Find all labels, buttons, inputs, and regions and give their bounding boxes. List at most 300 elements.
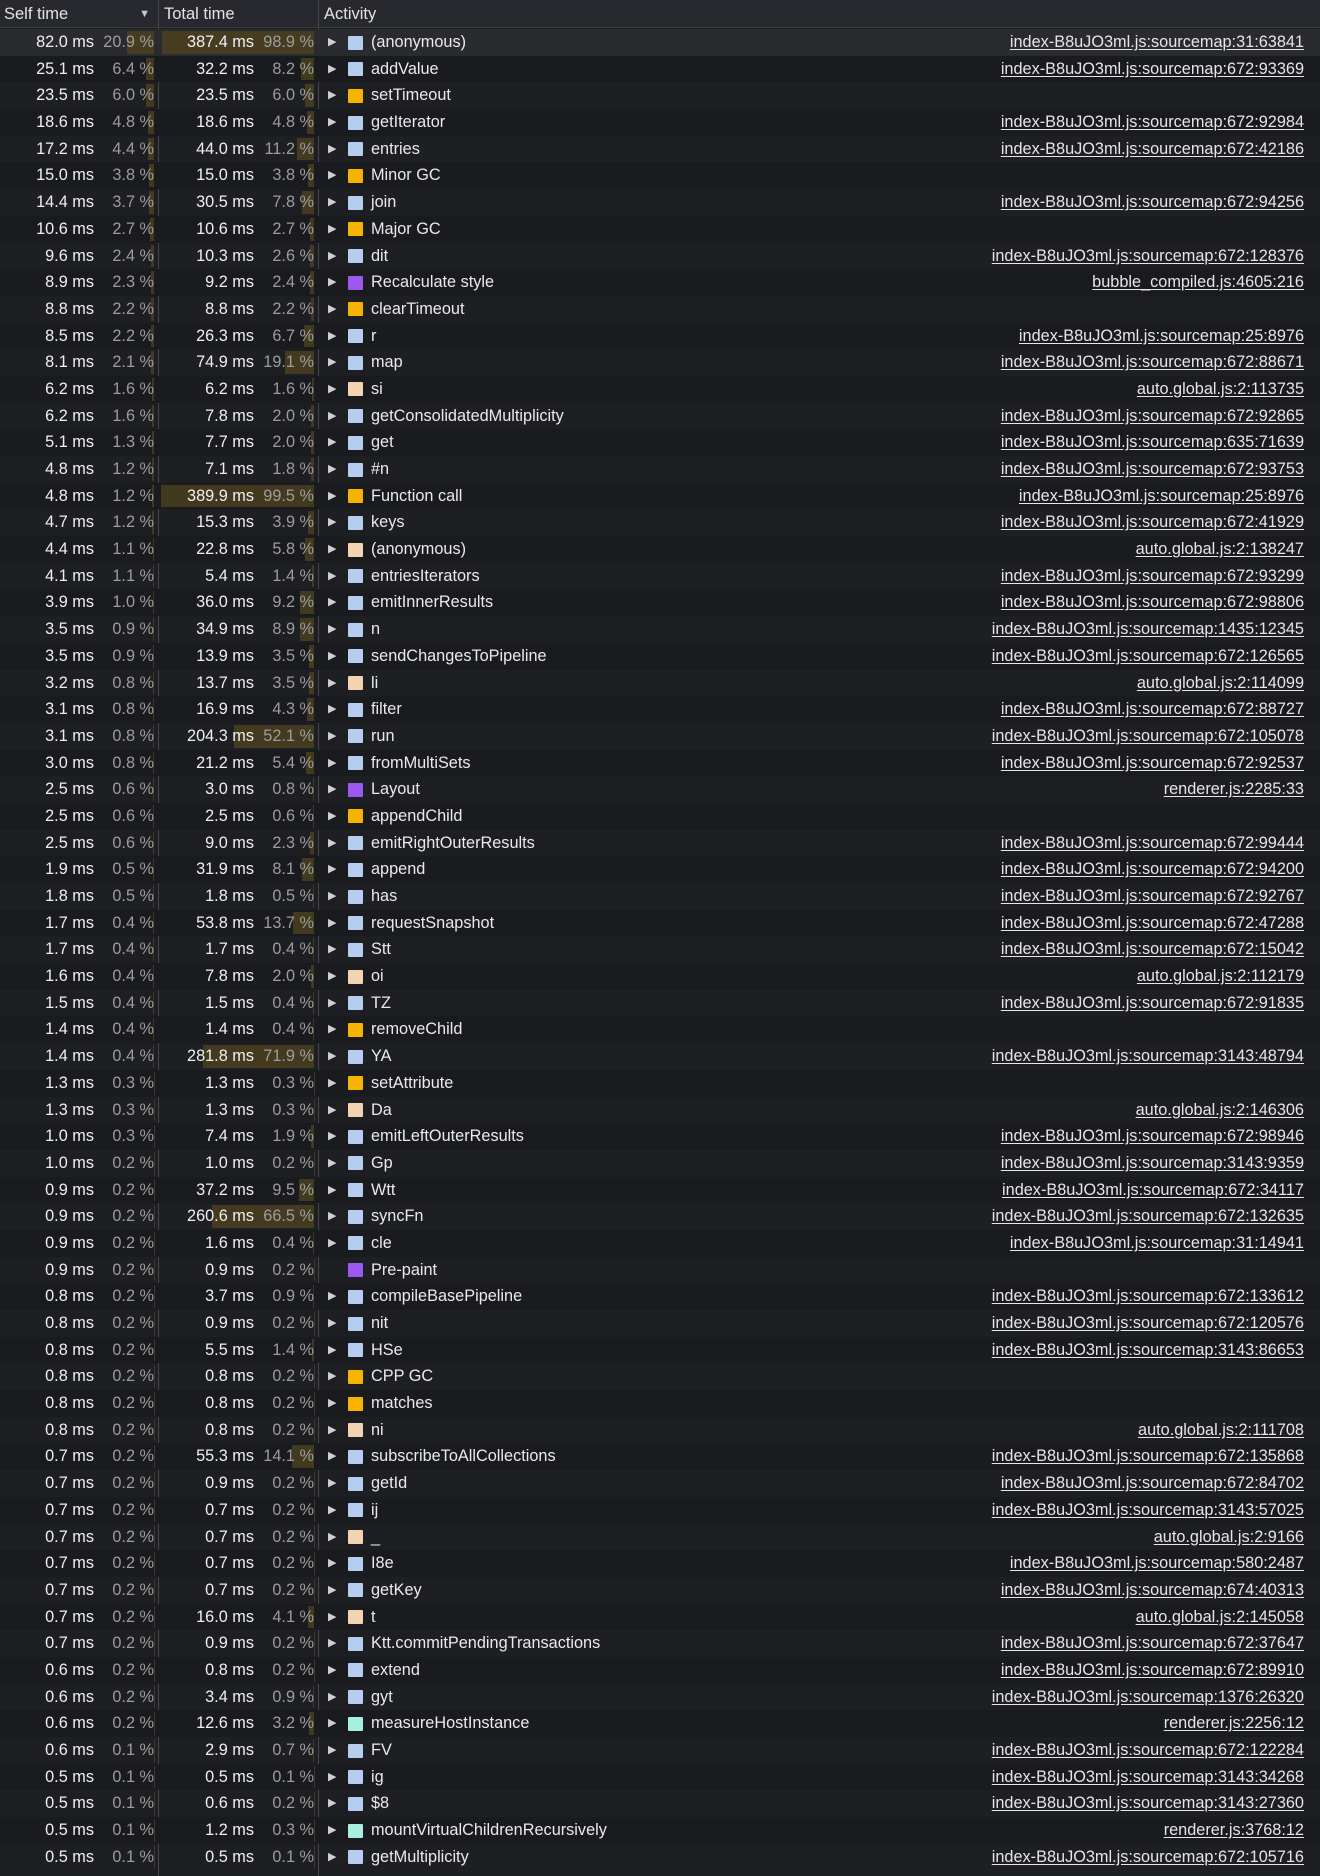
activity-name: li	[371, 673, 379, 692]
expand-triangle-icon[interactable]: ▶	[328, 543, 337, 556]
table-row[interactable]	[0, 856, 1320, 883]
expand-triangle-icon[interactable]: ▶	[328, 569, 337, 582]
table-row[interactable]	[0, 696, 1320, 723]
total-time-value: 1.7 ms	[205, 940, 254, 959]
self-time-value: 3.9 ms	[45, 593, 94, 612]
total-time-percent: 6.0 %	[272, 86, 314, 105]
source-link[interactable]: index-B8uJO3ml.js:sourcemap:672:37647	[1000, 1634, 1304, 1653]
expand-triangle-icon[interactable]: ▶	[328, 1210, 337, 1223]
category-swatch-icon	[348, 1450, 363, 1464]
table-row[interactable]	[0, 910, 1320, 937]
self-time-value: 1.0 ms	[45, 1153, 94, 1172]
category-swatch-icon	[348, 1156, 363, 1170]
table-row[interactable]	[0, 1710, 1320, 1737]
table-row[interactable]	[0, 483, 1320, 510]
self-time-value: 0.6 ms	[45, 1687, 94, 1706]
self-time-value: 1.5 ms	[45, 993, 94, 1012]
activity-name: Minor GC	[371, 166, 441, 185]
table-row[interactable]	[0, 82, 1320, 109]
total-time-value: 9.0 ms	[205, 833, 254, 852]
source-link[interactable]: index-B8uJO3ml.js:sourcemap:672:120576	[991, 1314, 1304, 1332]
source-link[interactable]: index-B8uJO3ml.js:sourcemap:672:41929	[1000, 513, 1304, 532]
self-time-percent: 0.4 %	[112, 940, 154, 959]
expand-triangle-icon[interactable]: ▶	[328, 1183, 337, 1196]
total-time-value: 1.5 ms	[205, 993, 254, 1012]
total-time-percent: 5.4 %	[272, 753, 314, 772]
expand-triangle-icon[interactable]: ▶	[328, 1370, 337, 1383]
expand-triangle-icon[interactable]: ▶	[328, 729, 337, 742]
source-link[interactable]: index-B8uJO3ml.js:sourcemap:672:93299	[1000, 566, 1304, 585]
activity-name: #n	[371, 460, 390, 478]
source-link[interactable]: index-B8uJO3ml.js:sourcemap:672:99444	[1000, 833, 1304, 852]
expand-triangle-icon[interactable]: ▶	[328, 36, 337, 48]
source-link[interactable]: auto.global.js:2:114099	[1136, 673, 1304, 692]
total-time-value: 0.9 ms	[205, 1314, 254, 1332]
expand-triangle-icon[interactable]: ▶	[328, 1530, 337, 1543]
self-time-value: 2.5 ms	[45, 780, 94, 799]
table-row[interactable]	[0, 323, 1320, 350]
self-time-value: 4.8 ms	[45, 486, 94, 505]
self-time-value: 1.8 ms	[45, 887, 94, 905]
category-swatch-icon	[348, 970, 363, 984]
table-row[interactable]	[0, 1470, 1320, 1497]
expand-triangle-icon[interactable]: ▶	[328, 89, 337, 102]
total-time-percent: 0.4 %	[272, 993, 314, 1012]
expand-triangle-icon[interactable]: ▶	[328, 676, 337, 689]
expand-triangle-icon[interactable]: ▶	[328, 169, 337, 182]
expand-triangle-icon[interactable]: ▶	[328, 783, 337, 796]
expand-triangle-icon[interactable]: ▶	[328, 1663, 337, 1676]
source-link[interactable]: index-B8uJO3ml.js:sourcemap:672:88727	[1000, 700, 1304, 719]
expand-triangle-icon[interactable]: ▶	[328, 382, 337, 395]
expand-triangle-icon[interactable]: ▶	[328, 329, 337, 342]
table-row[interactable]	[0, 296, 1320, 323]
total-time-value: 0.6 ms	[205, 1794, 254, 1813]
self-time-value: 1.3 ms	[45, 1100, 94, 1119]
expand-triangle-icon[interactable]: ▶	[328, 996, 337, 1009]
table-row[interactable]	[0, 936, 1320, 963]
total-time-percent: 2.3 %	[272, 833, 314, 852]
expand-triangle-icon[interactable]: ▶	[328, 1450, 337, 1463]
expand-triangle-icon[interactable]: ▶	[328, 916, 337, 929]
expand-triangle-icon[interactable]: ▶	[328, 1050, 337, 1063]
table-row[interactable]	[0, 670, 1320, 697]
table-row[interactable]	[0, 1550, 1320, 1577]
table-row[interactable]	[0, 1043, 1320, 1070]
source-link[interactable]: index-B8uJO3ml.js:sourcemap:672:98806	[1000, 593, 1304, 612]
total-time-percent: 4.8 %	[272, 113, 314, 132]
expand-triangle-icon[interactable]: ▶	[328, 1397, 337, 1410]
activity-name: ig	[371, 1767, 384, 1786]
table-row[interactable]	[0, 403, 1320, 430]
source-link[interactable]: renderer.js:2285:33	[1163, 780, 1304, 799]
category-swatch-icon	[348, 836, 363, 850]
source-link[interactable]: index-B8uJO3ml.js:sourcemap:31:63841	[1009, 33, 1304, 51]
total-time-percent: 3.8 %	[272, 166, 314, 185]
self-time-value: 15.0 ms	[36, 166, 94, 185]
activity-name: Major GC	[371, 219, 441, 238]
source-link[interactable]: index-B8uJO3ml.js:sourcemap:3143:57025	[991, 1500, 1304, 1519]
source-link[interactable]: index-B8uJO3ml.js:sourcemap:672:42186	[1000, 139, 1304, 158]
category-swatch-icon	[348, 1744, 363, 1758]
expand-triangle-icon[interactable]: ▶	[328, 222, 337, 235]
activity-name: oi	[371, 967, 384, 986]
source-link[interactable]: index-B8uJO3ml.js:sourcemap:672:84702	[1000, 1474, 1304, 1493]
expand-triangle-icon[interactable]: ▶	[328, 1637, 337, 1650]
total-time-percent: 0.4 %	[272, 1020, 314, 1039]
activity-name: Layout	[371, 780, 420, 799]
source-link[interactable]: index-B8uJO3ml.js:sourcemap:31:14941	[1009, 1233, 1304, 1252]
self-time-percent: 0.2 %	[112, 1394, 154, 1413]
self-time-value: 4.7 ms	[45, 513, 94, 532]
source-link[interactable]: renderer.js:2256:12	[1163, 1714, 1304, 1733]
source-link[interactable]: index-B8uJO3ml.js:sourcemap:672:93753	[1000, 460, 1304, 478]
expand-triangle-icon[interactable]: ▶	[328, 623, 337, 636]
source-link[interactable]: index-B8uJO3ml.js:sourcemap:672:89910	[1000, 1660, 1304, 1679]
source-link[interactable]: index-B8uJO3ml.js:sourcemap:672:94256	[1000, 193, 1304, 212]
table-row[interactable]	[0, 1737, 1320, 1764]
source-link[interactable]: bubble_compiled.js:4605:216	[1092, 273, 1304, 292]
table-row[interactable]	[0, 776, 1320, 803]
source-link[interactable]: index-B8uJO3ml.js:sourcemap:672:126565	[991, 646, 1304, 665]
total-time-percent: 0.3 %	[272, 1100, 314, 1119]
expand-triangle-icon[interactable]: ▶	[328, 249, 337, 262]
source-link[interactable]: index-B8uJO3ml.js:sourcemap:672:105716	[991, 1847, 1304, 1866]
table-row[interactable]	[0, 1016, 1320, 1043]
expand-triangle-icon[interactable]: ▶	[328, 970, 337, 983]
table-row[interactable]	[0, 1524, 1320, 1551]
table-row[interactable]	[0, 536, 1320, 563]
table-row[interactable]	[0, 1230, 1320, 1257]
expand-triangle-icon[interactable]: ▶	[328, 196, 337, 209]
expand-triangle-icon[interactable]: ▶	[328, 516, 337, 529]
expand-triangle-icon[interactable]: ▶	[328, 436, 337, 449]
table-row[interactable]	[0, 1177, 1320, 1204]
table-row[interactable]	[0, 803, 1320, 830]
self-time-percent: 0.8 %	[112, 700, 154, 719]
table-row[interactable]	[0, 1123, 1320, 1150]
source-link[interactable]: auto.global.js:2:145058	[1135, 1607, 1304, 1626]
source-link[interactable]: index-B8uJO3ml.js:sourcemap:672:94200	[1000, 860, 1304, 879]
table-row[interactable]	[0, 1764, 1320, 1791]
source-link[interactable]: index-B8uJO3ml.js:sourcemap:672:132635	[991, 1207, 1304, 1226]
activity-name: filter	[371, 700, 402, 719]
activity-name: dit	[371, 246, 389, 265]
source-link[interactable]: index-B8uJO3ml.js:sourcemap:3143:34268	[991, 1767, 1304, 1786]
activity-name: n	[371, 620, 381, 639]
table-row[interactable]	[0, 750, 1320, 777]
source-link[interactable]: index-B8uJO3ml.js:sourcemap:672:92984	[1000, 113, 1304, 132]
expand-triangle-icon[interactable]: ▶	[328, 596, 337, 609]
source-link[interactable]: index-B8uJO3ml.js:sourcemap:635:71639	[1000, 433, 1304, 452]
self-time-percent: 1.3 %	[112, 433, 154, 452]
total-time-value: 32.2 ms	[196, 59, 254, 78]
total-time-column-header[interactable]	[160, 0, 318, 28]
expand-triangle-icon[interactable]: ▶	[328, 1770, 337, 1783]
total-time-percent: 0.2 %	[272, 1580, 314, 1599]
total-time-percent: 8.9 %	[272, 620, 314, 639]
source-link[interactable]: index-B8uJO3ml.js:sourcemap:25:8976	[1018, 326, 1304, 345]
expand-triangle-icon[interactable]: ▶	[328, 356, 337, 369]
table-row[interactable]	[0, 723, 1320, 750]
self-time-percent: 1.0 %	[112, 593, 154, 612]
category-swatch-icon	[348, 943, 363, 957]
table-row[interactable]	[0, 616, 1320, 643]
table-row[interactable]	[0, 1684, 1320, 1711]
table-row[interactable]	[0, 963, 1320, 990]
expand-triangle-icon[interactable]: ▶	[328, 409, 337, 422]
activity-name: get	[371, 433, 394, 452]
total-time-value: 0.9 ms	[205, 1634, 254, 1653]
expand-triangle-icon[interactable]: ▶	[328, 1690, 337, 1703]
table-row[interactable]	[0, 1257, 1320, 1284]
total-time-percent: 0.2 %	[272, 1794, 314, 1813]
source-link[interactable]: index-B8uJO3ml.js:sourcemap:672:47288	[1000, 913, 1304, 932]
source-link[interactable]: index-B8uJO3ml.js:sourcemap:672:92537	[1000, 753, 1304, 772]
self-time-percent: 0.4 %	[112, 913, 154, 932]
self-time-value: 4.4 ms	[45, 540, 94, 559]
table-row[interactable]	[0, 136, 1320, 163]
source-link[interactable]: index-B8uJO3ml.js:sourcemap:25:8976	[1018, 486, 1304, 505]
total-time-percent: 2.4 %	[272, 273, 314, 292]
table-row[interactable]	[0, 1150, 1320, 1177]
total-time-percent: 0.5 %	[272, 887, 314, 905]
self-time-percent: 0.3 %	[112, 1100, 154, 1119]
source-link[interactable]: index-B8uJO3ml.js:sourcemap:674:40313	[1000, 1580, 1304, 1599]
table-row[interactable]	[0, 589, 1320, 616]
activity-column-header[interactable]	[320, 0, 1320, 28]
table-row[interactable]	[0, 429, 1320, 456]
table-row[interactable]	[0, 1844, 1320, 1871]
expand-triangle-icon[interactable]: ▶	[328, 1023, 337, 1036]
source-link[interactable]: index-B8uJO3ml.js:sourcemap:3143:27360	[991, 1794, 1304, 1813]
source-link[interactable]: index-B8uJO3ml.js:sourcemap:672:135868	[991, 1447, 1304, 1466]
table-row[interactable]	[0, 456, 1320, 483]
self-time-column-header[interactable]	[0, 0, 158, 28]
activity-name: (anonymous)	[371, 540, 467, 559]
table-row[interactable]	[0, 990, 1320, 1017]
table-row[interactable]	[0, 1310, 1320, 1337]
expand-triangle-icon[interactable]: ▶	[328, 62, 337, 75]
source-link[interactable]: index-B8uJO3ml.js:sourcemap:672:93369	[1000, 59, 1304, 78]
total-time-value: 0.5 ms	[205, 1767, 254, 1786]
table-row[interactable]	[0, 1790, 1320, 1817]
source-link[interactable]: index-B8uJO3ml.js:sourcemap:1376:26320	[991, 1687, 1304, 1706]
table-row[interactable]	[0, 29, 1320, 56]
sort-descending-icon[interactable]: ▼	[139, 8, 150, 20]
table-row[interactable]	[0, 1097, 1320, 1124]
table-row[interactable]	[0, 830, 1320, 857]
expand-triangle-icon[interactable]: ▶	[328, 836, 337, 849]
self-time-value: 0.5 ms	[45, 1847, 94, 1866]
activity-name: ij	[371, 1500, 379, 1519]
source-link[interactable]: auto.global.js:2:111708	[1138, 1420, 1304, 1439]
expand-triangle-icon[interactable]: ▶	[328, 863, 337, 876]
table-row[interactable]	[0, 1630, 1320, 1657]
table-row[interactable]	[0, 509, 1320, 536]
table-row[interactable]	[0, 243, 1320, 270]
self-time-value: 0.6 ms	[45, 1714, 94, 1733]
self-time-percent: 4.8 %	[112, 113, 154, 132]
table-row[interactable]	[0, 563, 1320, 590]
source-link[interactable]: index-B8uJO3ml.js:sourcemap:672:15042	[1000, 940, 1304, 959]
expand-triangle-icon[interactable]: ▶	[328, 1103, 337, 1116]
expand-triangle-icon[interactable]: ▶	[328, 703, 337, 716]
total-time-value: 8.8 ms	[205, 299, 254, 318]
expand-triangle-icon[interactable]: ▶	[328, 1610, 337, 1623]
activity-name: join	[371, 193, 397, 212]
total-time-value: 34.9 ms	[196, 620, 254, 639]
table-row[interactable]	[0, 883, 1320, 910]
self-time-percent: 0.2 %	[112, 1580, 154, 1599]
self-time-value: 1.4 ms	[45, 1047, 94, 1066]
expand-triangle-icon[interactable]: ▶	[328, 1744, 337, 1756]
category-swatch-icon	[348, 1317, 363, 1331]
expand-triangle-icon[interactable]: ▶	[328, 1850, 337, 1863]
self-time-percent: 6.4 %	[112, 59, 154, 78]
expand-triangle-icon[interactable]: ▶	[328, 276, 337, 289]
total-time-percent: 0.2 %	[272, 1474, 314, 1493]
category-swatch-icon	[348, 222, 363, 236]
activity-name: CPP GC	[371, 1367, 434, 1386]
table-row[interactable]	[0, 1604, 1320, 1631]
table-row[interactable]	[0, 269, 1320, 296]
source-link[interactable]: index-B8uJO3ml.js:sourcemap:672:88671	[1000, 353, 1304, 372]
total-time-value: 1.0 ms	[205, 1153, 254, 1172]
expand-triangle-icon[interactable]: ▶	[328, 142, 337, 155]
source-link[interactable]: index-B8uJO3ml.js:sourcemap:580:2487	[1009, 1554, 1304, 1573]
expand-triangle-icon[interactable]: ▶	[328, 1317, 337, 1329]
expand-triangle-icon[interactable]: ▶	[328, 1503, 337, 1516]
table-row[interactable]	[0, 189, 1320, 216]
category-swatch-icon	[348, 1397, 363, 1411]
source-link[interactable]: index-B8uJO3ml.js:sourcemap:672:128376	[991, 246, 1304, 265]
source-link[interactable]: index-B8uJO3ml.js:sourcemap:3143:48794	[991, 1047, 1304, 1066]
expand-triangle-icon[interactable]: ▶	[328, 890, 337, 902]
source-link[interactable]: index-B8uJO3ml.js:sourcemap:672:91835	[1000, 993, 1304, 1012]
self-time-percent: 0.2 %	[112, 1260, 154, 1279]
table-row[interactable]	[0, 216, 1320, 243]
table-row[interactable]	[0, 56, 1320, 83]
self-time-percent: 2.3 %	[112, 273, 154, 292]
self-time-value: 0.8 ms	[45, 1420, 94, 1439]
expand-triangle-icon[interactable]: ▶	[328, 302, 337, 315]
source-link[interactable]: index-B8uJO3ml.js:sourcemap:672:105078	[991, 726, 1304, 745]
category-swatch-icon	[348, 196, 363, 210]
table-row[interactable]	[0, 1363, 1320, 1390]
expand-triangle-icon[interactable]: ▶	[328, 1797, 337, 1810]
source-link[interactable]: index-B8uJO3ml.js:sourcemap:672:122284	[991, 1741, 1304, 1759]
expand-triangle-icon[interactable]: ▶	[328, 1583, 337, 1596]
table-row[interactable]	[0, 1390, 1320, 1417]
activity-name: si	[371, 379, 383, 398]
table-row[interactable]	[0, 109, 1320, 136]
source-link[interactable]: index-B8uJO3ml.js:sourcemap:3143:9359	[1000, 1153, 1304, 1172]
expand-triangle-icon[interactable]: ▶	[328, 1156, 337, 1169]
total-time-value: 260.6 ms	[187, 1207, 254, 1226]
source-link[interactable]: auto.global.js:2:113735	[1136, 379, 1304, 398]
expand-triangle-icon[interactable]: ▶	[328, 1343, 337, 1356]
total-time-percent: 3.5 %	[272, 646, 314, 665]
expand-triangle-icon[interactable]: ▶	[328, 489, 337, 502]
source-link[interactable]: auto.global.js:2:9166	[1153, 1527, 1304, 1546]
source-link[interactable]: index-B8uJO3ml.js:sourcemap:3143:86653	[991, 1340, 1304, 1359]
activity-name: gyt	[371, 1687, 393, 1706]
table-row[interactable]	[0, 1443, 1320, 1470]
expand-triangle-icon[interactable]: ▶	[328, 1477, 337, 1490]
expand-triangle-icon[interactable]: ▶	[328, 1076, 337, 1089]
total-time-percent: 0.9 %	[272, 1687, 314, 1706]
source-link[interactable]: auto.global.js:2:138247	[1135, 540, 1304, 559]
total-time-percent: 0.2 %	[272, 1394, 314, 1413]
expand-triangle-icon[interactable]: ▶	[328, 1423, 337, 1436]
table-row[interactable]	[0, 643, 1320, 670]
expand-triangle-icon[interactable]: ▶	[328, 463, 337, 475]
expand-triangle-icon[interactable]: ▶	[328, 1236, 337, 1249]
source-link[interactable]: index-B8uJO3ml.js:sourcemap:672:92767	[1000, 887, 1304, 905]
category-swatch-icon	[348, 1370, 363, 1384]
activity-name: sendChangesToPipeline	[371, 646, 547, 665]
total-time-value: 15.3 ms	[196, 513, 254, 532]
table-row[interactable]	[0, 1657, 1320, 1684]
expand-triangle-icon[interactable]: ▶	[328, 1290, 337, 1303]
expand-triangle-icon[interactable]: ▶	[328, 1557, 337, 1570]
total-time-value: 30.5 ms	[196, 193, 254, 212]
table-row[interactable]	[0, 1070, 1320, 1097]
self-time-percent: 1.2 %	[112, 460, 154, 478]
source-link[interactable]: auto.global.js:2:146306	[1135, 1100, 1304, 1119]
total-time-value: 204.3 ms	[187, 726, 254, 745]
table-row[interactable]	[0, 1283, 1320, 1310]
table-row[interactable]	[0, 1577, 1320, 1604]
table-row[interactable]	[0, 1203, 1320, 1230]
expand-triangle-icon[interactable]: ▶	[328, 809, 337, 822]
self-time-value: 0.8 ms	[45, 1367, 94, 1386]
expand-triangle-icon[interactable]: ▶	[328, 943, 337, 956]
expand-triangle-icon[interactable]: ▶	[328, 649, 337, 662]
activity-name: ni	[371, 1420, 384, 1439]
self-time-value: 0.7 ms	[45, 1607, 94, 1626]
expand-triangle-icon[interactable]: ▶	[328, 1130, 337, 1143]
self-time-percent: 0.2 %	[112, 1207, 154, 1226]
activity-name: removeChild	[371, 1020, 463, 1039]
expand-triangle-icon[interactable]: ▶	[328, 116, 337, 129]
table-row[interactable]	[0, 376, 1320, 403]
total-time-percent: 7.8 %	[272, 193, 314, 212]
table-row[interactable]	[0, 1417, 1320, 1444]
table-row[interactable]	[0, 1497, 1320, 1524]
table-row[interactable]	[0, 1337, 1320, 1364]
source-link[interactable]: index-B8uJO3ml.js:sourcemap:1435:12345	[991, 620, 1304, 639]
total-time-percent: 3.5 %	[272, 673, 314, 692]
source-link[interactable]: index-B8uJO3ml.js:sourcemap:672:133612	[991, 1287, 1304, 1306]
self-time-value: 0.7 ms	[45, 1474, 94, 1493]
table-row[interactable]	[0, 349, 1320, 376]
source-link[interactable]: index-B8uJO3ml.js:sourcemap:672:98946	[1000, 1127, 1304, 1146]
expand-triangle-icon[interactable]: ▶	[328, 1717, 337, 1730]
source-link[interactable]: renderer.js:3768:12	[1163, 1821, 1304, 1840]
total-time-percent: 0.2 %	[272, 1314, 314, 1332]
self-time-value: 1.4 ms	[45, 1020, 94, 1039]
source-link[interactable]: auto.global.js:2:112179	[1136, 967, 1304, 986]
table-row[interactable]	[0, 162, 1320, 189]
source-link[interactable]: index-B8uJO3ml.js:sourcemap:672:92865	[1000, 406, 1304, 425]
table-row[interactable]	[0, 1817, 1320, 1844]
expand-triangle-icon[interactable]: ▶	[328, 756, 337, 769]
category-swatch-icon	[348, 729, 363, 743]
expand-triangle-icon[interactable]: ▶	[328, 1824, 337, 1837]
source-link[interactable]: index-B8uJO3ml.js:sourcemap:672:34117	[1002, 1180, 1304, 1199]
